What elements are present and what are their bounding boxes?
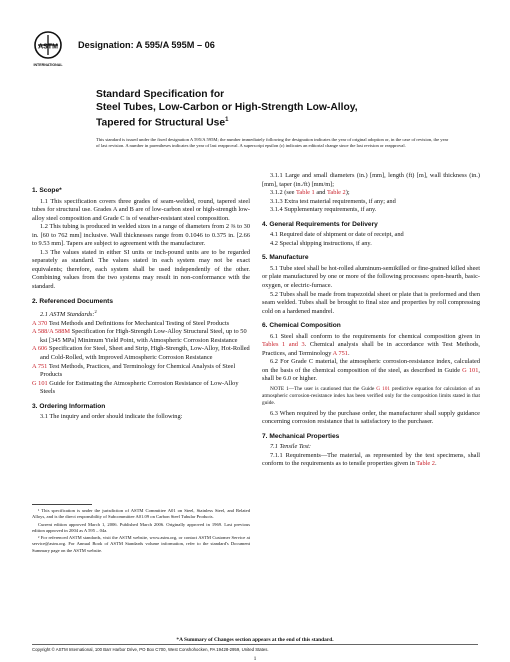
paragraph-6-1: 6.1 Steel shall conform to the requirements for chemical composition given in Tables 1 and 3. Chemical analysis shall be in accordance with Test Methods, Practices, and Terminology A 751. — [262, 332, 480, 357]
table-2-link[interactable]: Table 2 — [416, 460, 435, 468]
footnotes — [32, 508, 250, 555]
designation: Designation: A 595/A 595M – 06 — [78, 40, 215, 50]
section-heading-manufacture: 5. Manufacture — [262, 254, 309, 262]
paragraph-6-3: 6.3 When required by the purchase order, the manufacturer shall supply guidance concerning corrosion resistance that is satisfactory to the purchaser. — [262, 409, 480, 426]
page-number: 1 — [253, 656, 257, 662]
left-column — [32, 183, 250, 422]
reference-item: G 101 Guide for Estimating the Atmospheric Corrosion Resistance of Low-Alloy Steels — [32, 379, 239, 396]
section-heading-mechanical-properties: 7. Mechanical Properties — [262, 432, 340, 440]
paragraph-1-3: 1.3 The values stated in either SI units or inch-pound units are to be regarded separately as standard. The values stated in each system may not be exact equivalents; therefore, each system shall be used independently of the other. Combining values from the two systems may result in non-conformance with the standard. — [32, 248, 250, 291]
tables-1-and-3-link[interactable]: Tables 1 and 3 — [262, 341, 305, 349]
footnote-1-edition: Current edition approved March 1, 2006. Published March 2006. Originally approved in 1969. Last previous edition approved in 2004 as A 595 – 04a. — [32, 521, 250, 533]
paragraph-7-1-1: 7.1.1 Requirements—The material, as represented by the test specimens, shall conform to the requirements as to tensile properties given in Table 2. — [262, 451, 480, 468]
paragraph-3-1-1: 3.1.1 Large and small diameters (in.) [mm], length (ft) [m], wall thickness (in.) [mm], taper (in./ft) [mm/m]; — [262, 172, 480, 188]
section-heading-ordering-information: 3. Ordering Information — [32, 402, 106, 410]
reference-link[interactable]: A 606 — [32, 345, 48, 353]
copyright-line: Copyright © ASTM International, 100 Barr Harbor Drive, PO Box C700, West Conshohocken, PA 19428-2959, United States. — [32, 647, 269, 652]
title-line-3: Tapered for Structural Use$^1$ — [96, 117, 229, 129]
paragraph-3-1-2: 3.1.2 (see Table 1 and Table 2); — [270, 189, 350, 197]
note-1: NOTE 1—The user is cautioned that the Guide G 101 predictive equation for calculation of an atmospheric corrosion-resistance index has been verified only for the composition limits stated in that guide. — [262, 386, 481, 407]
title-line-1: Standard Specification for — [96, 89, 225, 100]
reference-link[interactable]: A 370 — [32, 319, 48, 327]
title-line-2: Steel Tubes, Low-Carbon or High-Strength Low-Alloy, — [96, 101, 358, 113]
table-1-link[interactable]: Table 1 — [295, 189, 315, 197]
summary-of-changes-note: *A Summary of Changes section appears at the end of this standard. — [176, 637, 334, 643]
astm-logo-icon — [33, 30, 63, 74]
reference-item: A 370 Test Methods and Definitions for Mechanical Testing of Steel Products — [32, 319, 230, 327]
section-heading-referenced-documents: 2. Referenced Documents — [32, 297, 113, 305]
paragraph-1-2: 1.2 This tubing is produced in welded sizes in a range of diameters from 2 ⅜ to 30 in. [60 to 762 mm] inclusive. Wall thicknesses range from 0.1046 to 0.375 in. [2.66 to 9.53 mm]. Tapers are subject to agreement with the manufacturer. — [32, 223, 250, 248]
paragraph-3-1-3: 3.1.3 Extra test material requirements, if any; and — [270, 197, 396, 205]
reference-item: A 606 Specification for Steel, Sheet and Strip, High-Strength, Low-Alloy, Hot-Rolled and Cold-Rolled, with Improved Atmospheric Corrosion Resistance — [32, 345, 250, 361]
g101-link[interactable]: G 101 — [462, 366, 479, 374]
paragraph-1-1: 1.1 This specification covers three grades of seam-welded, round, tapered steel tubes for structural use. Grades A and B are of low-carbon steel or high-strength low-alloy steel composition and Grade C is of weather-resistant steel composition. — [32, 197, 250, 222]
footnote-divider — [32, 504, 92, 505]
table-2-link[interactable]: Table 2 — [326, 189, 346, 197]
reference-link[interactable]: A 751 — [32, 362, 48, 370]
section-heading-chemical-composition: 6. Chemical Composition — [262, 322, 341, 330]
svg-text:ASTM: ASTM — [38, 43, 58, 51]
right-column — [262, 172, 480, 469]
standard-issuance-note: This standard is issued under the fixed designation A 595/A 595M; the number immediately following the designation indicates the year of original adoption or, in the case of revision, the year of last revision. A number in parentheses indicates the year of last reapproval. A superscript epsilon (ε) indicates an editorial change since the last revision or reapproval. — [96, 137, 449, 149]
g101-note-link[interactable]: G 101 — [376, 386, 391, 393]
paragraph-5-2: 5.2 Tubes shall be made from trapezoidal sheet or plate that is preformed and then seam welded. Tubes shall be brought to final size and properties by roll compressing cold on a hardened mandrel. — [262, 290, 480, 315]
paragraph-5-1: 5.1 Tube steel shall be hot-rolled aluminum-semikilled or fine-grained killed sheet or plate manufactured by one or more of the following processes: open-hearth, basic-oxygen, or electric-furnace. — [262, 264, 480, 290]
footer-divider — [32, 644, 478, 645]
footnote-1: ¹ This specification is under the jurisdiction of ASTM Committee A01 on Steel, Stainless Steel, and Related Alloys, and is the direct responsibility of Subcommittee A01.09 on Carbon Steel Tubular Products. — [32, 508, 250, 520]
paragraph-4-1: 4.1 Required date of shipment or date of receipt, and — [270, 231, 404, 239]
paragraph-6-2: 6.2 For Grade C material, the atmospheric corrosion-resistance index, calculated on the basis of the chemical composition of the steel, as described in Guide G 101, shall be 6.0 or higher. — [262, 358, 480, 383]
reference-item: A 588/A 588M Specification for High-Strength Low-Alloy Structural Steel, up to 50 ksi [345 MPa] Minimum Yield Point, with Atmospheric Corrosion Resistance — [32, 328, 247, 344]
a751-link[interactable]: A 751 — [332, 349, 348, 357]
reference-item: A 751 Test Methods, Practices, and Terminology for Chemical Analysis of Steel Products — [32, 362, 236, 379]
paragraph-3-1-4: 3.1.4 Supplementary requirements, if any. — [270, 206, 377, 214]
footnote-2: ² For referenced ASTM standards, visit the ASTM website, www.astm.org, or contact ASTM Customer Service at service@astm.org. For Annual Book of ASTM Standards volume information, refer to the standard's Document Summary page on the ASTM website. — [32, 535, 250, 553]
paragraph-3-1: 3.1 The inquiry and order should indicate the following: — [40, 413, 183, 421]
section-heading-scope: 1. Scope* — [32, 187, 62, 194]
paragraph-4-2: 4.2 Special shipping instructions, if any. — [270, 239, 372, 247]
section-heading-delivery: 4. General Requirements for Delivery — [262, 220, 378, 228]
reference-link[interactable]: G 101 — [32, 379, 48, 387]
paragraph-7-1: 7.1 Tensile Test: — [270, 443, 311, 451]
svg-text:INTERNATIONAL: INTERNATIONAL — [33, 63, 63, 67]
reference-link[interactable]: A 588/A 588M — [32, 328, 71, 336]
document-title — [96, 89, 436, 130]
paragraph-2-1: 2.1 ASTM Standards:$^2$ — [40, 309, 97, 319]
